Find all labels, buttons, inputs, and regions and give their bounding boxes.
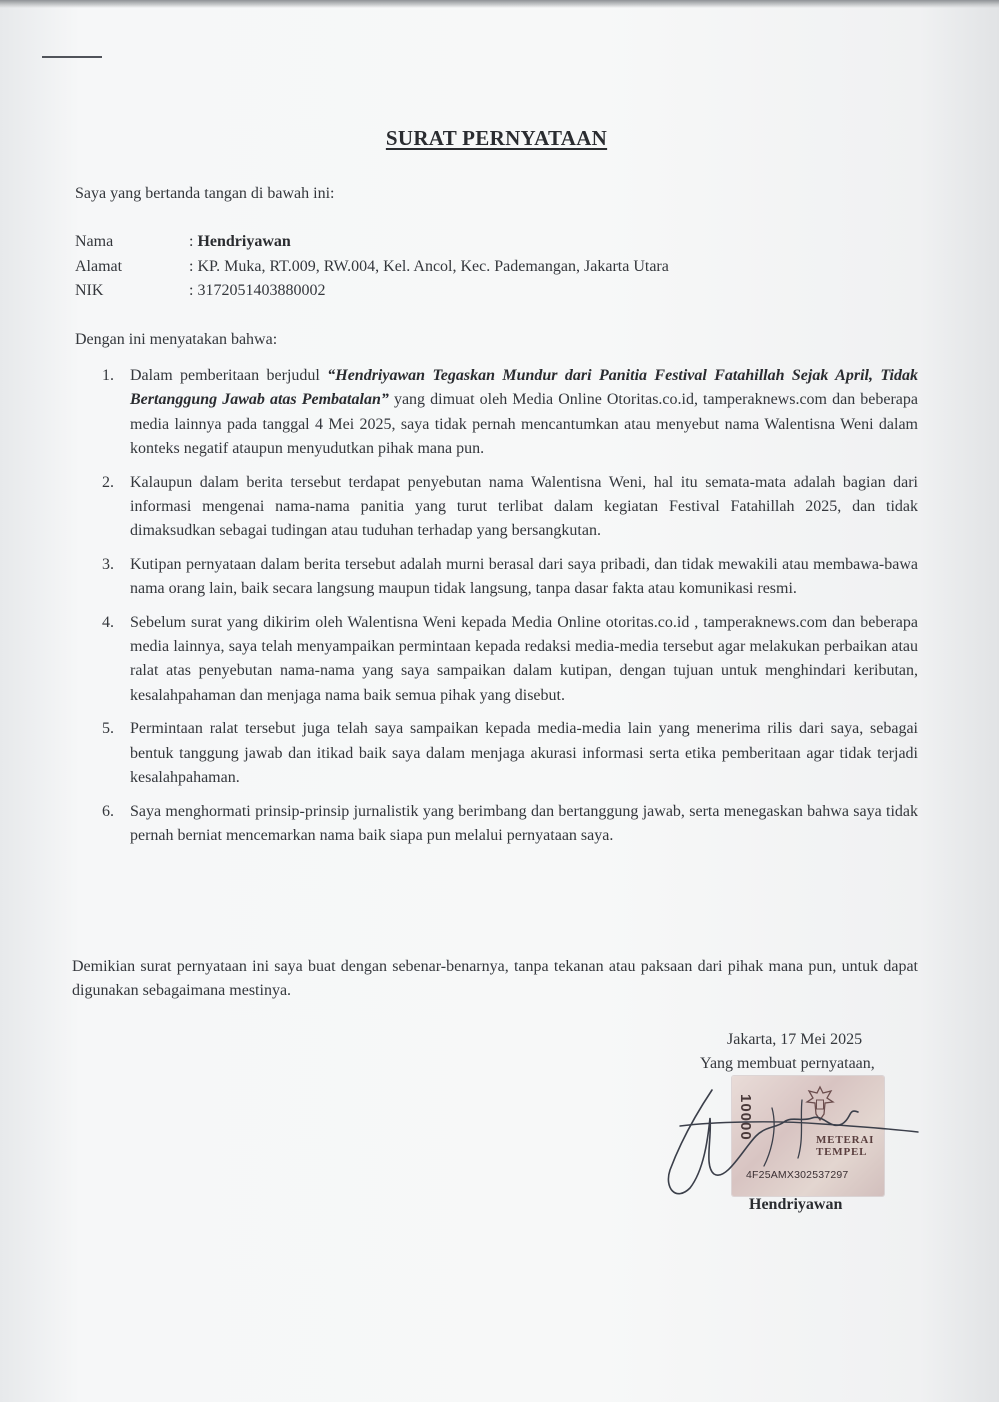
statement-text: Permintaan ralat tersebut juga telah saya sampaikan kepada media-media lain yang menerima rilis dari saya, sebagai bentuk tanggung jawab dan itikad baik saya dalam menjaga akurasi informasi serta etika pemberitaan agar tidak terjadi kesalahpahaman. (130, 720, 918, 787)
paper-top-edge (0, 0, 999, 8)
identity-label: Alamat (75, 257, 123, 275)
statement-list (98, 364, 918, 857)
stamp-value: 10000 (737, 1094, 754, 1141)
identity-name-value: Hendriyawan (197, 233, 291, 250)
maker-label: Yang membuat pernyataan, (700, 1055, 875, 1072)
statement-item (98, 800, 918, 849)
statement-item (98, 471, 918, 544)
statement-number: 2. (102, 473, 114, 491)
document-title: SURAT PERNYATAAN (385, 126, 608, 150)
identity-nik-value: 3172051403880002 (197, 282, 326, 299)
statement-item (98, 611, 918, 709)
statement-number: 6. (102, 802, 114, 820)
statement-text: Kutipan pernyataan dalam berita tersebut adalah murni berasal dari saya pribadi, dan tidak mewakili atau membawa-bawa nama orang lain, baik secara langsung maupun tidak langsung, tanpa dasar fakta atau komunikasi resmi. (130, 555, 918, 598)
identity-row-name (75, 230, 669, 255)
article-title-emphasis: “Hendriyawan Tegaskan Mundur dari Panitia Festival Fatahillah Sejak April, Tidak Bertanggung Jawab atas Pembatalan” (130, 367, 918, 409)
signer-name: Hendriyawan (749, 1196, 843, 1213)
statement-text: Saya menghormati prinsip-prinsip jurnalistik yang berimbang dan bertanggung jawab, serta menegaskan bahwa saya tidak pernah berniat mencemarkan nama baik siapa pun melalui pernyataan saya. (130, 802, 918, 844)
signature-icon (652, 1078, 922, 1208)
intro-text: Saya yang bertanda tangan di bawah ini: (75, 185, 335, 202)
statement-text-part: Dalam pemberitaan berjudul (130, 367, 328, 384)
statement-text-part: yang dimuat oleh Media Online Otoritas.co.id, tamperaknews.com dan beberapa media lainnya pada tanggal 4 Mei 2025, saya tidak pernah mencantumkan atau menyebut nama Walentisna Weni dalam konteks negatif ataupun menyudutkan pihak mana pun. (130, 391, 919, 458)
stamp-label-line: TEMPEL (816, 1146, 868, 1158)
identity-value: : KP. Muka, RT.009, RW.004, Kel. Ancol, Kec. Pademangan, Jakarta Utara (189, 257, 669, 275)
identity-row-nik (75, 279, 669, 304)
identity-label: NIK (75, 282, 104, 299)
place-date: Jakarta, 17 Mei 2025 (727, 1031, 863, 1048)
corner-mark (42, 56, 102, 58)
closing-text: Demikian surat pernyataan ini saya buat dengan sebenar-benarnya, tanpa tekanan atau paksaan dari pihak mana pun, untuk dapat digunakan sebagaimana mestinya. (72, 958, 918, 999)
statement-item (98, 364, 918, 462)
stamp-serial: 4F25AMX302537297 (746, 1169, 849, 1181)
statement-item (98, 553, 918, 602)
identity-value: : 3172051403880002 (189, 282, 326, 299)
statement-number: 3. (102, 555, 114, 573)
lead-text: Dengan ini menyatakan bahwa: (75, 331, 278, 348)
statement-text: Sebelum surat yang dikirim oleh Walentisna Weni kepada Media Online otoritas.co.id , tamperaknews.com dan beberapa media lainnya, saya telah menyampaikan permintaan kepada redaksi media-media tersebut agar melakukan perbaikan atau ralat atas penyebutan nama-nama yang saya sampaikan dalam kutipan, dengan tujuan untuk menghindari keributan, kesalahpahaman dan menjaga nama baik semua pihak yang disebut. (130, 613, 918, 704)
identity-address-value: KP. Muka, RT.009, RW.004, Kel. Ancol, Kec. Pademangan, Jakarta Utara (197, 257, 669, 275)
identity-table (75, 230, 669, 304)
statement-text (130, 364, 918, 462)
stamp-label-line: METERAI (816, 1134, 875, 1146)
identity-value: : Hendriyawan (189, 233, 291, 250)
statement-text: Kalaupun dalam berita tersebut terdapat penyebutan nama Walentisna Weni, hal itu semata-mata adalah bagian dari informasi mengenai nama-nama panitia yang turut terlibat dalam kegiatan Festival Fatahillah 2025, dan tidak dimaksudkan sebagai tudingan atau tuduhan terhadap yang bersangkutan. (130, 473, 918, 540)
statement-number: 1. (102, 367, 114, 384)
statement-number: 4. (102, 613, 114, 631)
identity-row-address (75, 255, 669, 280)
identity-label: Nama (75, 233, 114, 250)
statement-number: 5. (102, 720, 114, 738)
statement-item (98, 717, 918, 790)
